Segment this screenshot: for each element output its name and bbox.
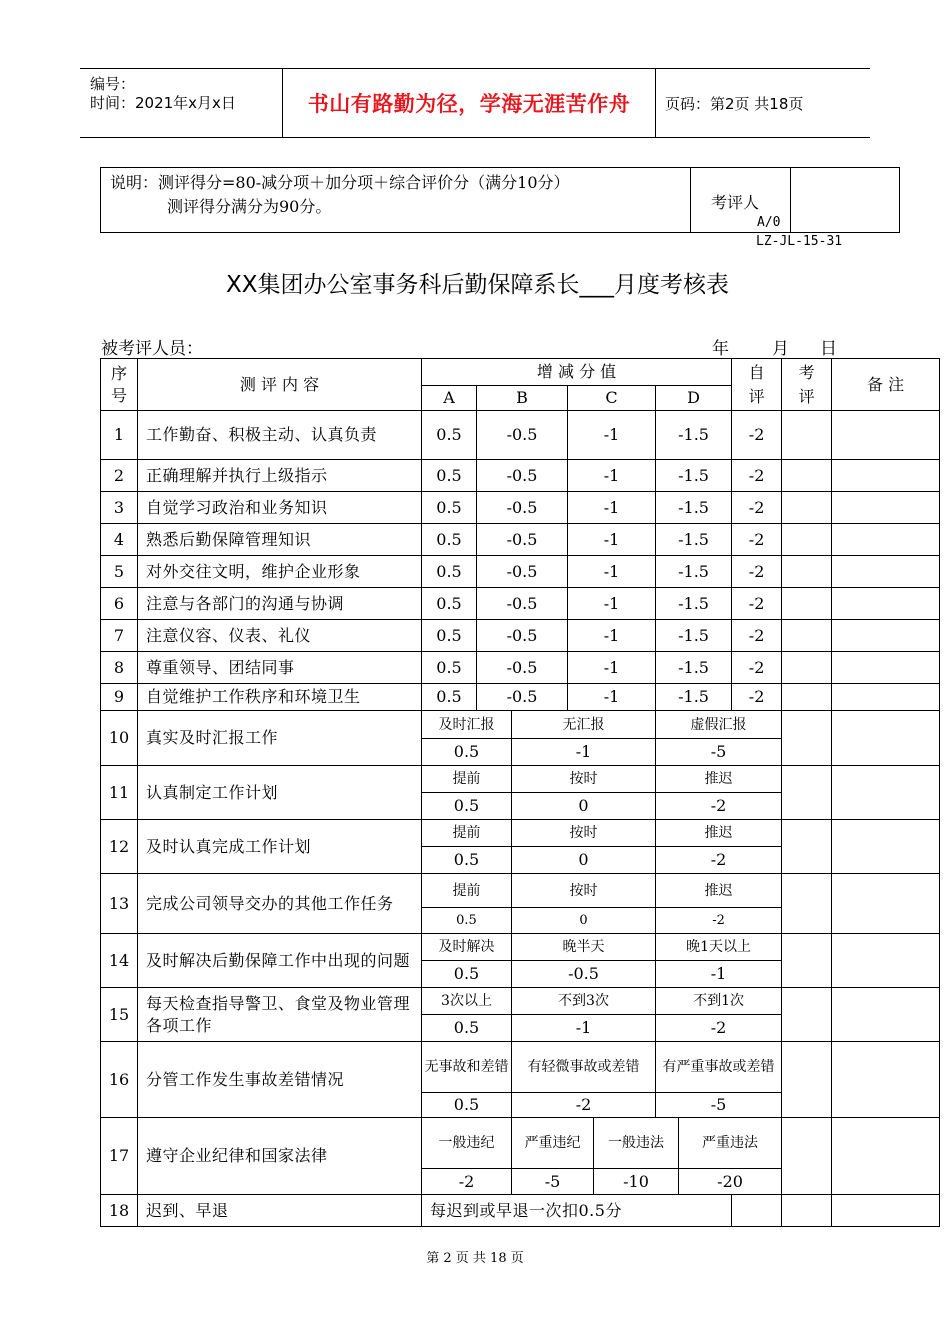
evaluator-label: 考评人 xyxy=(711,193,760,212)
score-cell: -2 xyxy=(732,620,782,652)
row-item: 自觉学习政治和业务知识 xyxy=(138,492,422,524)
row-item: 对外交往文明，维护企业形象 xyxy=(138,556,422,588)
row-item: 迟到、早退 xyxy=(138,1195,422,1227)
review-cell[interactable] xyxy=(832,556,940,588)
score-cell: -0.5 xyxy=(477,588,568,620)
score-cell: -1 xyxy=(568,524,656,556)
score-cell: -1.5 xyxy=(656,652,732,684)
self-eval-cell[interactable] xyxy=(782,588,832,620)
evaluation-table-body xyxy=(101,359,940,1227)
table-row xyxy=(101,588,940,620)
score-cell: 0.5 xyxy=(422,588,477,620)
table-row xyxy=(101,524,940,556)
table-row xyxy=(101,988,940,1015)
score-cell: 0.5 xyxy=(422,620,477,652)
slogan: 书山有路勤为径，学海无涯苦作舟 xyxy=(307,92,631,116)
self-eval-cell[interactable] xyxy=(782,1118,832,1195)
score-cell: 0.5 xyxy=(422,492,477,524)
option-label: 按时 xyxy=(512,874,656,908)
review-cell[interactable] xyxy=(832,1118,940,1195)
option-label: 一般违法 xyxy=(594,1118,679,1169)
note-line-1: 说明：测评得分=80-减分项＋加分项＋综合评价分（满分10分） xyxy=(110,173,570,192)
option-value: -5 xyxy=(656,739,782,766)
remark-cell[interactable] xyxy=(832,1195,940,1227)
score-cell: -2 xyxy=(732,684,782,711)
score-cell: 0.5 xyxy=(422,556,477,588)
option-value: 0.5 xyxy=(422,847,512,874)
row-item: 尊重领导、团结同事 xyxy=(138,652,422,684)
score-cell: 0.5 xyxy=(422,652,477,684)
row-number: 6 xyxy=(101,588,138,620)
score-cell: -1.5 xyxy=(656,556,732,588)
grade-a: A xyxy=(422,386,477,411)
score-cell: -2 xyxy=(732,492,782,524)
score-cell: 0.5 xyxy=(422,460,477,492)
score-cell: 0.5 xyxy=(422,411,477,460)
review-cell[interactable] xyxy=(832,524,940,556)
row-number: 7 xyxy=(101,620,138,652)
score-cell: -1.5 xyxy=(656,460,732,492)
row-number: 10 xyxy=(101,711,138,766)
row-item: 真实及时汇报工作 xyxy=(138,711,422,766)
doc-code: LZ-JL-15-31 xyxy=(756,234,843,249)
score-cell: -1.5 xyxy=(656,411,732,460)
score-cell: -2 xyxy=(732,652,782,684)
score-cell: -1 xyxy=(568,411,656,460)
table-row xyxy=(101,934,940,961)
score-cell: -2 xyxy=(732,524,782,556)
option-value: 0.5 xyxy=(422,908,512,934)
option-value: -2 xyxy=(656,847,782,874)
self-eval-cell[interactable] xyxy=(782,556,832,588)
row-number: 5 xyxy=(101,556,138,588)
score-cell: -1 xyxy=(568,620,656,652)
option-label: 不到3次 xyxy=(512,988,656,1015)
day-label: 日 xyxy=(820,339,837,359)
grade-d: D xyxy=(656,386,732,411)
self-eval-cell[interactable] xyxy=(782,652,832,684)
col-header-seq: 序号 xyxy=(101,359,138,411)
score-cell: 0.5 xyxy=(422,684,477,711)
table-row xyxy=(101,711,940,739)
row-number: 16 xyxy=(101,1042,138,1118)
grade-b: B xyxy=(477,386,568,411)
self-eval-cell[interactable] xyxy=(782,874,832,934)
evaluation-table xyxy=(100,358,940,1227)
option-label: 晚半天 xyxy=(512,934,656,961)
score-cell: -1 xyxy=(568,652,656,684)
option-value: -5 xyxy=(656,1093,782,1118)
row-number: 2 xyxy=(101,460,138,492)
time-label: 时间：2021年x月x日 xyxy=(90,94,236,112)
row-item: 正确理解并执行上级指示 xyxy=(138,460,422,492)
score-cell: -1 xyxy=(568,556,656,588)
score-cell: -1.5 xyxy=(656,492,732,524)
note-box xyxy=(100,167,900,233)
option-value: -0.5 xyxy=(512,961,656,988)
option-label: 推迟 xyxy=(656,820,782,847)
option-value: -1 xyxy=(656,961,782,988)
row-item: 每天检查指导警卫、食堂及物业管理各项工作 xyxy=(138,988,422,1042)
option-label: 晚1天以上 xyxy=(656,934,782,961)
table-row xyxy=(101,874,940,908)
page-footer: 第 2 页 共 18 页 xyxy=(426,1251,524,1266)
row-number: 14 xyxy=(101,934,138,988)
table-row xyxy=(101,556,940,588)
review-cell[interactable] xyxy=(832,492,940,524)
col-header-remark: 备 注 xyxy=(832,359,940,411)
score-cell: -1.5 xyxy=(656,588,732,620)
document-header xyxy=(80,68,870,138)
score-cell: -2 xyxy=(732,588,782,620)
review-cell[interactable] xyxy=(832,588,940,620)
score-cell: -2 xyxy=(732,460,782,492)
review-cell[interactable] xyxy=(782,1195,832,1227)
review-cell[interactable] xyxy=(832,874,940,934)
score-cell: -1.5 xyxy=(656,684,732,711)
row-item: 及时解决后勤保障工作中出现的问题 xyxy=(138,934,422,988)
score-cell: -0.5 xyxy=(477,411,568,460)
rule-text: 每迟到或早退一次扣0.5分 xyxy=(422,1195,732,1227)
row-item: 工作勤奋、积极主动、认真负责 xyxy=(138,411,422,460)
review-cell[interactable] xyxy=(832,460,940,492)
option-value: -2 xyxy=(512,1093,656,1118)
col-header-self: 自评 xyxy=(732,359,782,411)
evaluator-cell xyxy=(691,168,791,232)
review-cell[interactable] xyxy=(832,620,940,652)
option-label: 提前 xyxy=(422,874,512,908)
row-number: 12 xyxy=(101,820,138,874)
self-eval-cell[interactable] xyxy=(782,411,832,460)
header-page-cell xyxy=(655,69,870,137)
option-label: 严重违法 xyxy=(679,1118,782,1169)
score-cell: -0.5 xyxy=(477,556,568,588)
year-label: 年 xyxy=(712,339,729,359)
review-cell[interactable] xyxy=(832,711,940,766)
col-header-score: 增 减 分 值 xyxy=(422,359,732,386)
table-row xyxy=(101,1118,940,1169)
col-header-content: 测 评 内 容 xyxy=(138,359,422,411)
row-item: 注意仪容、仪表、礼仪 xyxy=(138,620,422,652)
header-slogan-cell xyxy=(282,69,656,137)
row-item: 自觉维护工作秩序和环境卫生 xyxy=(138,684,422,711)
self-eval-cell[interactable] xyxy=(782,684,832,711)
option-value: 0.5 xyxy=(422,739,512,766)
table-row xyxy=(101,1195,940,1227)
row-item: 分管工作发生事故差错情况 xyxy=(138,1042,422,1118)
option-label: 一般违纪 xyxy=(422,1118,512,1169)
option-label: 严重违纪 xyxy=(512,1118,594,1169)
score-cell: -1.5 xyxy=(656,620,732,652)
table-row xyxy=(101,1042,940,1093)
option-label: 无事故和差错 xyxy=(422,1042,512,1093)
self-eval-cell[interactable] xyxy=(782,934,832,988)
review-cell[interactable] xyxy=(832,652,940,684)
number-label: 编号： xyxy=(90,75,136,93)
option-value: -5 xyxy=(512,1169,594,1195)
score-cell: -1 xyxy=(568,588,656,620)
option-label: 推迟 xyxy=(656,874,782,908)
score-cell: -0.5 xyxy=(477,492,568,524)
review-cell[interactable] xyxy=(832,934,940,988)
option-label: 推迟 xyxy=(656,766,782,793)
grade-c: C xyxy=(568,386,656,411)
option-value: -1 xyxy=(512,739,656,766)
row-number: 18 xyxy=(101,1195,138,1227)
table-row xyxy=(101,820,940,847)
table-row xyxy=(101,652,940,684)
self-eval-cell[interactable] xyxy=(782,766,832,820)
self-eval-cell[interactable] xyxy=(782,524,832,556)
score-cell: -1 xyxy=(568,460,656,492)
review-cell[interactable] xyxy=(832,1042,940,1118)
score-cell: -2 xyxy=(732,411,782,460)
row-item: 注意与各部门的沟通与协调 xyxy=(138,588,422,620)
score-cell: -0.5 xyxy=(477,652,568,684)
row-number: 4 xyxy=(101,524,138,556)
score-cell: -0.5 xyxy=(477,684,568,711)
option-label: 3次以上 xyxy=(422,988,512,1015)
row-item: 遵守企业纪律和国家法律 xyxy=(138,1118,422,1195)
option-value: 0.5 xyxy=(422,1015,512,1042)
self-eval-cell[interactable] xyxy=(782,988,832,1042)
option-value: 0 xyxy=(512,908,656,934)
table-row xyxy=(101,411,940,460)
score-cell: -1.5 xyxy=(656,524,732,556)
row-number: 3 xyxy=(101,492,138,524)
option-label: 及时解决 xyxy=(422,934,512,961)
row-item: 完成公司领导交办的其他工作任务 xyxy=(138,874,422,934)
row-number: 1 xyxy=(101,411,138,460)
score-cell: -2 xyxy=(732,556,782,588)
table-row xyxy=(101,684,940,711)
row-item: 熟悉后勤保障管理知识 xyxy=(138,524,422,556)
score-cell: -0.5 xyxy=(477,460,568,492)
review-cell[interactable] xyxy=(832,988,940,1042)
option-value: 0 xyxy=(512,847,656,874)
month-label: 月 xyxy=(772,339,789,359)
review-cell[interactable] xyxy=(832,411,940,460)
option-label: 按时 xyxy=(512,766,656,793)
option-label: 及时汇报 xyxy=(422,711,512,739)
option-label: 按时 xyxy=(512,820,656,847)
score-cell: -0.5 xyxy=(477,524,568,556)
self-eval-cell[interactable] xyxy=(782,1042,832,1118)
table-row xyxy=(101,766,940,793)
col-header-review: 考评 xyxy=(782,359,832,411)
table-row xyxy=(101,620,940,652)
score-cell: -0.5 xyxy=(477,620,568,652)
option-value: -20 xyxy=(679,1169,782,1195)
review-cell[interactable] xyxy=(832,766,940,820)
option-value: 0.5 xyxy=(422,961,512,988)
row-number: 8 xyxy=(101,652,138,684)
self-eval-cell[interactable] xyxy=(782,460,832,492)
option-value: -2 xyxy=(656,1015,782,1042)
score-cell: -1 xyxy=(568,684,656,711)
option-value: 0.5 xyxy=(422,793,512,820)
option-label: 有轻微事故或差错 xyxy=(512,1042,656,1093)
version-label: A/0 xyxy=(757,215,781,230)
header-meta xyxy=(80,69,282,137)
option-label: 提前 xyxy=(422,820,512,847)
row-number: 11 xyxy=(101,766,138,820)
row-number: 15 xyxy=(101,988,138,1042)
option-label: 无汇报 xyxy=(512,711,656,739)
page-info: 页码：第2页 共18页 xyxy=(665,94,804,113)
self-eval-cell[interactable] xyxy=(782,492,832,524)
header-row-1 xyxy=(101,359,940,386)
row-item: 及时认真完成工作计划 xyxy=(138,820,422,874)
self-eval-cell[interactable] xyxy=(782,820,832,874)
row-number: 17 xyxy=(101,1118,138,1195)
option-label: 虚假汇报 xyxy=(656,711,782,739)
row-item: 认真制定工作计划 xyxy=(138,766,422,820)
assessee-label: 被考评人员： xyxy=(101,339,203,359)
option-value: -1 xyxy=(512,1015,656,1042)
option-label: 有严重事故或差错 xyxy=(656,1042,782,1093)
review-cell[interactable] xyxy=(832,820,940,874)
option-label: 不到1次 xyxy=(656,988,782,1015)
self-eval-cell[interactable] xyxy=(782,711,832,766)
review-cell[interactable] xyxy=(832,684,940,711)
option-value: -2 xyxy=(656,908,782,934)
option-value: -10 xyxy=(594,1169,679,1195)
option-value: 0.5 xyxy=(422,1093,512,1118)
option-label: 提前 xyxy=(422,766,512,793)
row-number: 9 xyxy=(101,684,138,711)
option-value: -2 xyxy=(422,1169,512,1195)
table-row xyxy=(101,492,940,524)
self-eval-cell[interactable] xyxy=(782,620,832,652)
score-cell: 0.5 xyxy=(422,524,477,556)
row-number: 13 xyxy=(101,874,138,934)
page-title: XX集团办公室事务科后勤保障系长___月度考核表 xyxy=(225,272,729,298)
note-text xyxy=(101,168,691,232)
note-line-2: 测评得分满分为90分。 xyxy=(167,197,332,216)
option-value: -2 xyxy=(656,793,782,820)
self-eval-cell[interactable] xyxy=(732,1195,782,1227)
score-cell: -1 xyxy=(568,492,656,524)
option-value: 0 xyxy=(512,793,656,820)
table-row xyxy=(101,460,940,492)
